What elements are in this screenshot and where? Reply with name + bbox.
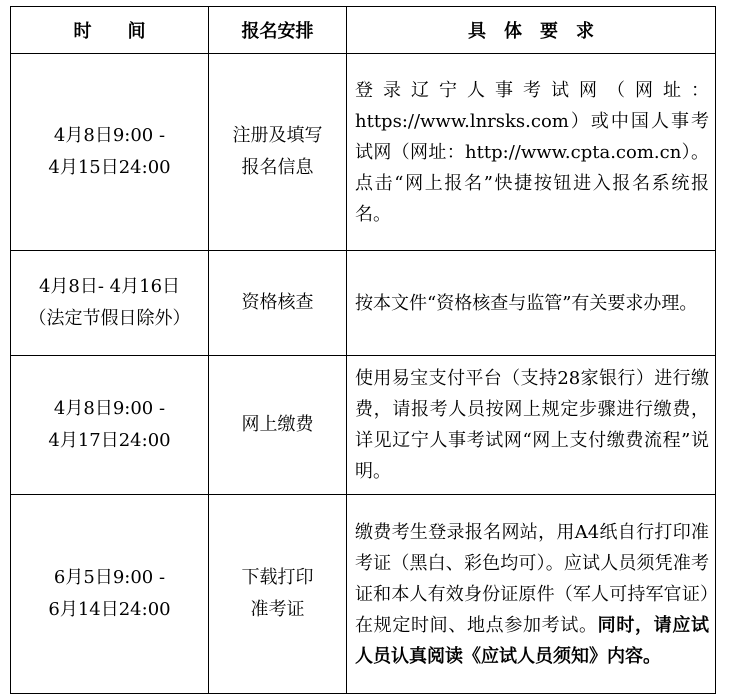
requirement-cell: [347, 54, 716, 251]
table-header-row: [11, 7, 716, 54]
time-line: 4月8日- 4月16日: [38, 276, 181, 297]
requirement-text: 缴费考生登录报名网站，用A4纸自行打印准考证（黑白、彩色均可）。应试人员须凭准考证和本人有效身份证原件（军人可持军官证）在规定时间、地点参加考试。: [355, 521, 709, 636]
table-row: [11, 495, 716, 694]
requirement-text: 使用易宝支付平台（支持28家银行）进行缴费，请报考人员按网上规定步骤进行缴费，详见辽宁人事考试网“网上支付缴费流程”说明。: [355, 368, 709, 482]
requirement-notice-bold: 同时，请应试人员认真阅读《应试人员须知》内容。: [355, 614, 710, 667]
time-cell: [11, 356, 209, 495]
table-row: [11, 54, 716, 251]
time-line: 4月8日9:00 -: [53, 125, 166, 146]
table-row: [11, 251, 716, 356]
time-line: 4月8日9:00 -: [53, 398, 166, 419]
requirement-text: 按本文件“资格核查与监管”有关要求办理。: [355, 292, 698, 314]
time-cell: [11, 495, 209, 694]
time-line: 4月17日24:00: [48, 430, 171, 451]
arrangement-cell: [209, 356, 347, 495]
requirement-cell: [347, 251, 716, 356]
arrangement-cell: [209, 251, 347, 356]
requirement-text: 登录辽宁人事考试网（网址：https://www.lnrsks.com）或中国人事考试网（网址：http://www.cpta.com.cn）。点击“网上报名”快捷按钮进入报名系统报名。: [355, 79, 709, 225]
arrangement-line: 网上缴费: [241, 414, 314, 435]
time-cell: [11, 251, 209, 356]
arrangement-line: 准考证: [250, 599, 305, 620]
time-cell: [11, 54, 209, 251]
time-line: 4月15日24:00: [48, 157, 171, 178]
arrangement-cell: [209, 495, 347, 694]
table-row: [11, 356, 716, 495]
arrangement-cell: [209, 54, 347, 251]
arrangement-line: 下载打印: [241, 567, 314, 588]
requirement-cell: [347, 495, 716, 694]
header-requirements: 具 体 要 求: [347, 7, 716, 54]
arrangement-line: 报名信息: [241, 157, 314, 178]
time-line: 6月5日9:00 -: [53, 567, 166, 588]
header-arrangement: 报名安排: [209, 7, 347, 54]
time-note: （法定节假日除外）: [28, 308, 191, 329]
requirement-cell: [347, 356, 716, 495]
arrangement-line: 注册及填写: [232, 125, 323, 146]
registration-schedule-table: [10, 6, 716, 694]
header-time: 时 间: [11, 7, 209, 54]
arrangement-line: 资格核查: [241, 292, 314, 313]
time-line: 6月14日24:00: [48, 599, 171, 620]
